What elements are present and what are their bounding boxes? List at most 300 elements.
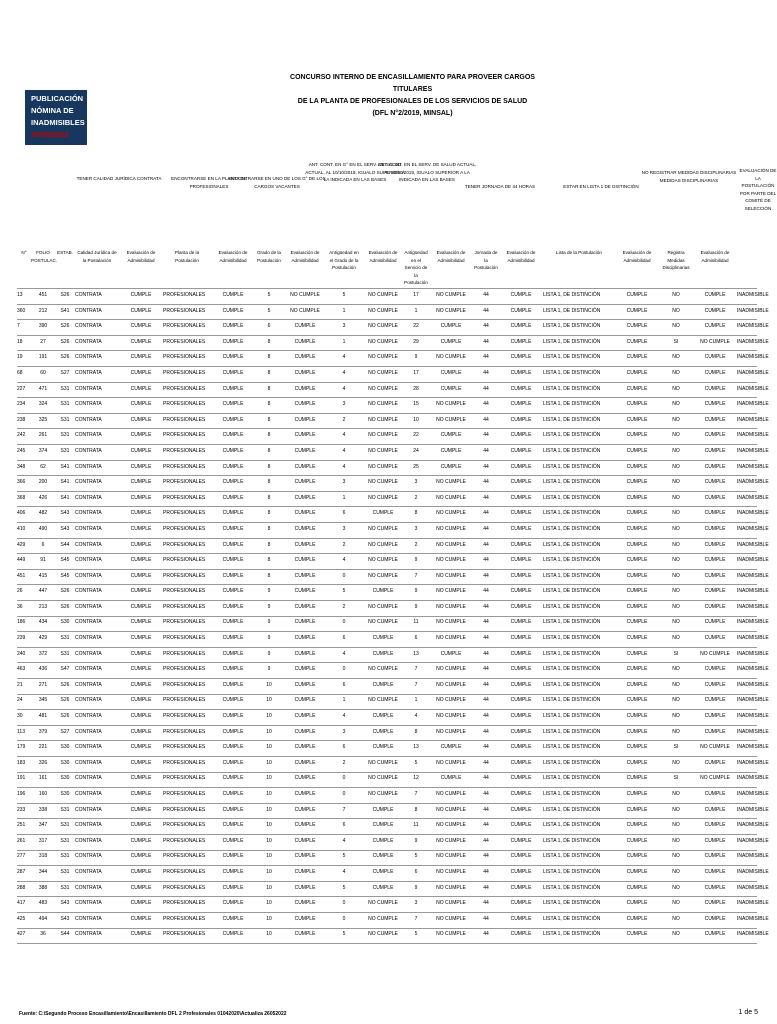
table-cell: CUMPLE <box>130 791 152 797</box>
table-cell: INADMISIBLE <box>737 900 769 907</box>
table-cell: 251 <box>17 822 26 829</box>
table-cell: CUMPLE <box>626 354 648 361</box>
table-cell: CUMPLE <box>510 557 532 564</box>
table-cell: INADMISIBLE <box>737 385 769 392</box>
table-cell: CUMPLE <box>294 759 316 766</box>
table-cell: LISTA 1, DE DISTINCIÓN <box>543 401 601 408</box>
table-cell: 374 <box>38 447 48 454</box>
table-cell: CONTRATA <box>75 354 102 361</box>
table-cell: CUMPLE <box>294 401 316 408</box>
table-cell: 91 <box>40 557 46 564</box>
table-cell: 6 <box>41 541 45 548</box>
table-cell: CUMPLE <box>294 744 316 751</box>
table-cell: NO <box>672 697 680 704</box>
table-cell: CONTRATA <box>75 401 102 408</box>
table-cell: PROFESIONALES <box>163 447 206 454</box>
table-cell: CUMPLE <box>704 354 726 361</box>
table-cell: 372 <box>38 650 48 657</box>
table-cell: CUMPLE <box>294 323 316 330</box>
table-cell: NO CUMPLE <box>436 728 466 735</box>
table-cell: 12 <box>413 775 419 782</box>
table-cell: PROFESIONALES <box>163 650 206 657</box>
table-cell: S43 <box>60 525 70 532</box>
row-divider <box>17 584 757 585</box>
table-cell: 463 <box>17 666 26 673</box>
table-cell: LISTA 1, DE DISTINCIÓN <box>543 292 601 298</box>
table-cell: INADMISIBLE <box>737 853 769 860</box>
table-row <box>17 896 769 912</box>
table-cell: INADMISIBLE <box>737 713 769 720</box>
table-cell: 11 <box>413 822 419 829</box>
table-cell: CONTRATA <box>75 619 102 626</box>
table-cell: 415 <box>38 572 48 579</box>
table-cell: CUMPLE <box>222 323 244 330</box>
table-cell: 44 <box>483 868 489 875</box>
table-cell: PROFESIONALES <box>163 416 206 423</box>
table-cell: PROFESIONALES <box>163 323 206 330</box>
table-cell: INADMISIBLE <box>737 666 769 673</box>
table-cell: NO <box>672 635 680 642</box>
table-cell: CUMPLE <box>626 650 648 657</box>
table-cell: CUMPLE <box>510 292 532 298</box>
table-cell: CUMPLE <box>294 791 316 797</box>
column-header-row <box>17 243 757 288</box>
table-row <box>17 803 769 819</box>
table-cell: CUMPLE <box>130 697 152 704</box>
table-cell: NO <box>672 494 680 501</box>
table-cell: NO CUMPLE <box>436 572 466 579</box>
table-cell: NO CUMPLE <box>436 884 466 891</box>
table-cell: CUMPLE <box>222 510 244 517</box>
table-cell: NO <box>672 837 680 844</box>
row-divider <box>17 475 757 476</box>
table-cell: NO <box>672 401 680 408</box>
table-cell: CUMPLE <box>130 603 152 610</box>
table-cell: 4 <box>342 369 346 376</box>
table-cell: 2 <box>342 416 346 423</box>
table-cell: CUMPLE <box>372 868 394 875</box>
table-cell: 366 <box>17 479 26 486</box>
table-cell: 7 <box>342 806 346 813</box>
table-cell: CUMPLE <box>130 557 152 564</box>
table-cell: S44 <box>60 931 70 938</box>
table-cell: 68 <box>17 369 23 376</box>
table-cell: 191 <box>38 354 48 361</box>
table-cell: CUMPLE <box>626 806 648 813</box>
table-cell: INADMISIBLE <box>737 572 769 579</box>
table-cell: 5 <box>342 292 346 298</box>
table-cell: 44 <box>483 931 489 938</box>
table-cell: 2 <box>414 541 418 548</box>
table-cell: 10 <box>266 806 272 813</box>
table-cell: LISTA 1, DE DISTINCIÓN <box>543 494 601 501</box>
table-cell: CUMPLE <box>372 744 394 751</box>
table-cell: CUMPLE <box>626 323 648 330</box>
table-cell: 6 <box>267 323 271 330</box>
table-cell: CONTRATA <box>75 557 102 564</box>
table-cell: CUMPLE <box>130 463 152 470</box>
table-row <box>17 506 769 522</box>
table-cell: 191 <box>17 775 26 782</box>
table-cell: CUMPLE <box>130 650 152 657</box>
table-cell: CUMPLE <box>626 292 648 298</box>
table-row <box>17 709 769 725</box>
table-cell: CUMPLE <box>510 401 532 408</box>
table-cell: CUMPLE <box>294 541 316 548</box>
table-cell: 277 <box>17 853 26 860</box>
table-row <box>17 927 769 943</box>
table-cell: 26 <box>17 588 23 595</box>
table-cell: 388 <box>38 884 48 891</box>
source-footer: Fuente: C:\Segundo Proceso Encasillamiento\Encasillamiento DFL 2 Profesionales 01042020\Actualiza 26052022 <box>19 1011 287 1017</box>
table-cell: 9 <box>414 557 418 564</box>
table-cell: CONTRATA <box>75 588 102 595</box>
table-cell: CUMPLE <box>510 385 532 392</box>
table-cell: CUMPLE <box>626 635 648 642</box>
table-cell: CUMPLE <box>440 323 462 330</box>
table-cell: 3 <box>414 900 418 907</box>
table-cell: CUMPLE <box>704 323 726 330</box>
table-cell: SI <box>673 744 679 751</box>
table-cell: 9 <box>414 884 418 891</box>
table-cell: 7 <box>17 323 20 330</box>
table-cell: 183 <box>17 759 26 766</box>
table-cell: CUMPLE <box>130 666 152 673</box>
table-row <box>17 818 769 834</box>
table-cell: 0 <box>342 900 346 907</box>
table-cell: 36 <box>17 603 23 610</box>
table-cell: CONTRATA <box>75 915 102 922</box>
table-cell: CUMPLE <box>294 915 316 922</box>
table-cell: CUMPLE <box>130 759 152 766</box>
table-cell: LISTA 1, DE DISTINCIÓN <box>543 619 601 626</box>
table-cell: INADMISIBLE <box>737 650 769 657</box>
table-cell: CUMPLE <box>510 868 532 875</box>
table-cell: INADMISIBLE <box>737 822 769 829</box>
table-cell: 10 <box>266 868 272 875</box>
table-cell: PROFESIONALES <box>163 697 206 704</box>
table-cell: 5 <box>342 853 346 860</box>
table-cell: CUMPLE <box>626 557 648 564</box>
table-cell: CUMPLE <box>294 572 316 579</box>
table-cell: INADMISIBLE <box>737 681 769 688</box>
table-cell: CUMPLE <box>626 463 648 470</box>
row-divider <box>17 304 757 305</box>
table-cell: 8 <box>414 728 418 735</box>
table-cell: 196 <box>17 791 26 797</box>
table-cell: NO CUMPLE <box>436 494 466 501</box>
table-cell: NO <box>672 868 680 875</box>
table-cell: 13 <box>413 744 419 751</box>
table-cell: CUMPLE <box>294 900 316 907</box>
table-cell: CUMPLE <box>704 822 726 829</box>
table-cell: NO <box>672 479 680 486</box>
table-cell: CUMPLE <box>626 416 648 423</box>
column-header: Antigüedad en el Servicio de la Postulación <box>404 250 428 285</box>
column-header: Evaluación de Admisibilidad <box>290 250 320 263</box>
table-cell: CUMPLE <box>130 307 152 314</box>
table-cell: NO <box>672 432 680 439</box>
table-cell: CUMPLE <box>626 837 648 844</box>
table-cell: NO <box>672 603 680 610</box>
table-cell: INADMISIBLE <box>737 884 769 891</box>
table-cell: PROFESIONALES <box>163 463 206 470</box>
table-cell: CONTRATA <box>75 385 102 392</box>
table-cell: LISTA 1, DE DISTINCIÓN <box>543 744 601 751</box>
table-cell: 239 <box>17 635 26 642</box>
table-cell: NO CUMPLE <box>368 525 398 532</box>
table-cell: LISTA 1, DE DISTINCIÓN <box>543 557 601 564</box>
table-cell: CUMPLE <box>222 385 244 392</box>
table-cell: PROFESIONALES <box>163 292 206 298</box>
table-row <box>17 881 769 897</box>
table-cell: CUMPLE <box>440 432 462 439</box>
table-cell: CUMPLE <box>626 603 648 610</box>
table-cell: NO <box>672 307 680 314</box>
table-cell: CUMPLE <box>294 463 316 470</box>
table-row <box>17 740 769 756</box>
table-cell: INADMISIBLE <box>737 588 769 595</box>
table-cell: CONTRATA <box>75 713 102 720</box>
table-cell: 10 <box>266 931 272 938</box>
table-cell: 60 <box>40 369 46 376</box>
table-cell: CONTRATA <box>75 338 102 345</box>
table-cell: LISTA 1, DE DISTINCIÓN <box>543 759 601 766</box>
table-cell: NO CUMPLE <box>700 744 730 751</box>
table-cell: CUMPLE <box>626 681 648 688</box>
table-cell: CUMPLE <box>626 728 648 735</box>
table-cell: 317 <box>38 837 48 844</box>
table-cell: S31 <box>60 650 70 657</box>
table-cell: S31 <box>60 401 70 408</box>
table-cell: CUMPLE <box>294 635 316 642</box>
table-cell: CUMPLE <box>294 806 316 813</box>
table-row <box>17 849 769 865</box>
row-divider <box>17 772 757 773</box>
table-cell: NO CUMPLE <box>436 635 466 642</box>
table-cell: NO CUMPLE <box>368 338 398 345</box>
table-cell: CUMPLE <box>222 666 244 673</box>
table-cell: 417 <box>17 900 26 907</box>
table-cell: S31 <box>60 853 70 860</box>
table-row <box>17 615 769 631</box>
table-cell: 8 <box>267 479 271 486</box>
table-cell: CUMPLE <box>704 635 726 642</box>
table-cell: CUMPLE <box>510 323 532 330</box>
table-cell: 44 <box>483 463 489 470</box>
table-cell: NO <box>672 525 680 532</box>
table-cell: S31 <box>60 416 70 423</box>
table-cell: 44 <box>483 338 489 345</box>
table-cell: 6 <box>342 635 346 642</box>
table-cell: NO CUMPLE <box>368 385 398 392</box>
table-cell: CUMPLE <box>704 292 726 298</box>
table-cell: PROFESIONALES <box>163 806 206 813</box>
column-header: Evaluación de Admisibilidad <box>622 250 652 263</box>
table-cell: CUMPLE <box>704 666 726 673</box>
table-cell: CUMPLE <box>130 775 152 782</box>
table-cell: CUMPLE <box>704 307 726 314</box>
table-cell: NO CUMPLE <box>436 603 466 610</box>
table-cell: S45 <box>60 557 70 564</box>
table-cell: LISTA 1, DE DISTINCIÓN <box>543 822 601 829</box>
table-cell: CUMPLE <box>704 479 726 486</box>
table-cell: CUMPLE <box>222 931 244 938</box>
table-cell: PROFESIONALES <box>163 401 206 408</box>
row-divider <box>17 444 757 445</box>
row-divider <box>17 413 757 414</box>
table-cell: CUMPLE <box>510 775 532 782</box>
table-cell: 4 <box>342 354 346 361</box>
table-cell: CONTRATA <box>75 369 102 376</box>
table-cell: CUMPLE <box>510 853 532 860</box>
table-cell: S43 <box>60 915 70 922</box>
table-cell: NO CUMPLE <box>368 666 398 673</box>
table-cell: CUMPLE <box>294 603 316 610</box>
table-cell: PROFESIONALES <box>163 307 206 314</box>
table-cell: CUMPLE <box>222 681 244 688</box>
table-cell: CUMPLE <box>704 759 726 766</box>
table-cell: CUMPLE <box>510 463 532 470</box>
table-cell: CUMPLE <box>510 697 532 704</box>
table-cell: 8 <box>267 354 271 361</box>
table-cell: NO CUMPLE <box>368 759 398 766</box>
table-cell: NO <box>672 791 680 797</box>
table-cell: 44 <box>483 479 489 486</box>
table-cell: CUMPLE <box>294 432 316 439</box>
table-cell: CUMPLE <box>704 463 726 470</box>
table-cell: NO CUMPLE <box>436 666 466 673</box>
table-cell: INADMISIBLE <box>737 369 769 376</box>
table-cell: 5 <box>414 931 418 938</box>
table-cell: 9 <box>267 619 271 626</box>
table-cell: INADMISIBLE <box>737 744 769 751</box>
table-cell: CUMPLE <box>626 525 648 532</box>
table-cell: 27 <box>40 338 46 345</box>
table-cell: 345 <box>38 697 48 704</box>
table-cell: SI <box>673 650 679 657</box>
table-cell: CUMPLE <box>294 931 316 938</box>
table-cell: 325 <box>38 416 48 423</box>
table-cell: 348 <box>17 463 26 470</box>
table-cell: SI <box>673 338 679 345</box>
table-cell: CUMPLE <box>626 931 648 938</box>
table-cell: LISTA 1, DE DISTINCIÓN <box>543 697 601 704</box>
table-cell: 3 <box>342 401 346 408</box>
table-row <box>17 553 769 569</box>
table-cell: 447 <box>38 588 48 595</box>
table-cell: CONTRATA <box>75 572 102 579</box>
table-row <box>17 538 769 554</box>
row-divider <box>17 725 757 726</box>
table-cell: CUMPLE <box>704 697 726 704</box>
table-cell: PROFESIONALES <box>163 666 206 673</box>
table-cell: CUMPLE <box>510 822 532 829</box>
criteria-header: EVALUACIÓN DE LA POSTULACIÓN POR PARTE DEL COMITÉ DE SELECCIÓN <box>739 168 777 211</box>
table-row <box>17 600 769 616</box>
table-cell: INADMISIBLE <box>737 307 769 314</box>
table-cell: NO CUMPLE <box>368 307 398 314</box>
table-cell: CUMPLE <box>130 432 152 439</box>
table-cell: CUMPLE <box>222 822 244 829</box>
table-cell: CUMPLE <box>222 401 244 408</box>
table-cell: 44 <box>483 525 489 532</box>
table-cell: 368 <box>17 494 26 501</box>
table-cell: INADMISIBLE <box>737 759 769 766</box>
table-cell: 425 <box>17 915 26 922</box>
table-cell: CUMPLE <box>294 619 316 626</box>
column-header: Calidad Jurídica de la Postulación <box>77 250 117 263</box>
table-cell: INADMISIBLE <box>737 915 769 922</box>
table-cell: 44 <box>483 510 489 517</box>
table-cell: 10 <box>266 744 272 751</box>
row-divider <box>17 709 757 710</box>
table-cell: 44 <box>483 369 489 376</box>
table-cell: CUMPLE <box>704 884 726 891</box>
table-cell: 0 <box>342 791 346 797</box>
table-cell: CONTRATA <box>75 728 102 735</box>
table-cell: S31 <box>60 884 70 891</box>
table-cell: S31 <box>60 635 70 642</box>
table-cell: PROFESIONALES <box>163 369 206 376</box>
table-cell: CUMPLE <box>294 338 316 345</box>
table-cell: 10 <box>266 775 272 782</box>
table-row <box>17 428 769 444</box>
table-cell: NO CUMPLE <box>368 572 398 579</box>
table-cell: CUMPLE <box>130 323 152 330</box>
table-cell: LISTA 1, DE DISTINCIÓN <box>543 479 601 486</box>
table-cell: CUMPLE <box>294 447 316 454</box>
table-cell: CUMPLE <box>626 853 648 860</box>
table-cell: 44 <box>483 759 489 766</box>
table-cell: CUMPLE <box>510 525 532 532</box>
table-cell: NO CUMPLE <box>436 510 466 517</box>
table-cell: CUMPLE <box>294 369 316 376</box>
table-cell: 6 <box>342 681 346 688</box>
table-cell: CUMPLE <box>222 447 244 454</box>
table-cell: 0 <box>342 775 346 782</box>
table-cell: CUMPLE <box>510 744 532 751</box>
table-cell: CUMPLE <box>510 572 532 579</box>
table-cell: NO CUMPLE <box>368 541 398 548</box>
table-cell: CUMPLE <box>130 868 152 875</box>
table-cell: 344 <box>38 868 48 875</box>
table-row <box>17 444 769 460</box>
table-cell: 6 <box>342 744 346 751</box>
table-cell: NO CUMPLE <box>436 697 466 704</box>
row-divider <box>17 865 757 866</box>
table-cell: CUMPLE <box>130 385 152 392</box>
table-cell: 8 <box>414 806 418 813</box>
table-cell: NO CUMPLE <box>368 791 398 797</box>
table-cell: CUMPLE <box>372 681 394 688</box>
row-divider <box>17 569 757 570</box>
table-cell: 44 <box>483 806 489 813</box>
table-cell: CUMPLE <box>222 307 244 314</box>
publication-date: 30/05/2022 <box>31 130 69 139</box>
table-row <box>17 584 769 600</box>
table-cell: CUMPLE <box>130 884 152 891</box>
table-cell: CUMPLE <box>222 806 244 813</box>
table-cell: CUMPLE <box>222 884 244 891</box>
table-cell: 360 <box>17 307 26 314</box>
table-cell: 18 <box>17 338 23 345</box>
column-header: Planta de la Postulación <box>174 250 200 263</box>
table-cell: CUMPLE <box>130 541 152 548</box>
table-cell: CUMPLE <box>222 697 244 704</box>
table-cell: LISTA 1, DE DISTINCIÓN <box>543 650 601 657</box>
table-cell: 15 <box>413 401 419 408</box>
